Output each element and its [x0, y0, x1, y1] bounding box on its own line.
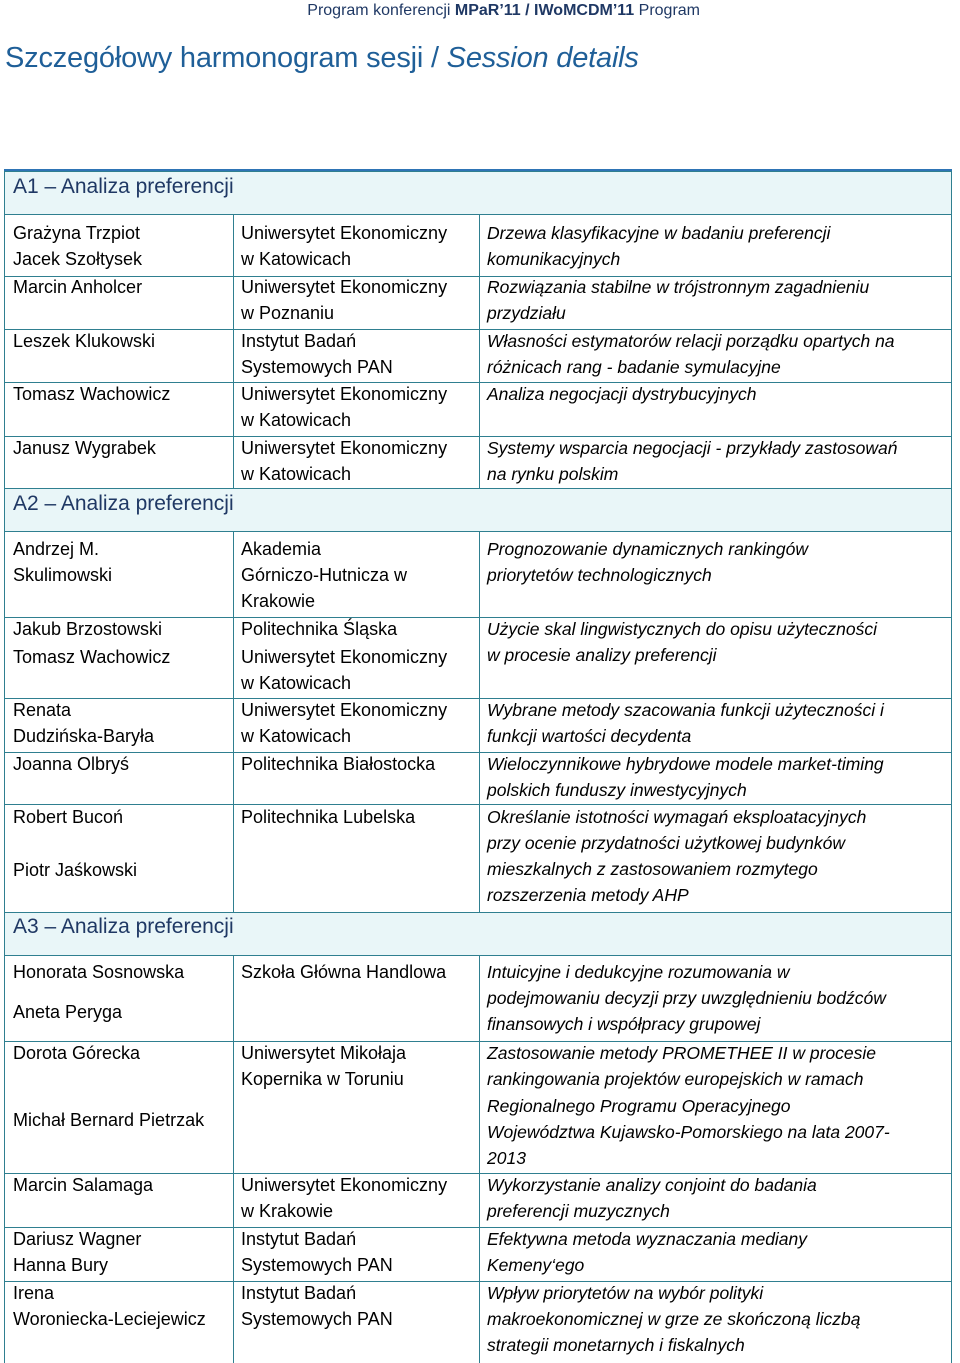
page-title: [5, 42, 639, 75]
affiliation: Systemowych PAN: [241, 1255, 393, 1275]
section-a1-title: A1 – Analiza preferencji: [13, 175, 234, 198]
author-name: Hanna Bury: [13, 1255, 109, 1275]
talk-title: Efektywna metoda wyznaczania mediany: [487, 1229, 808, 1249]
affiliation: Uniwersytet Ekonomiczny: [241, 647, 448, 667]
talk-title: na rynku polskim: [487, 464, 619, 484]
affiliation: Systemowych PAN: [241, 1309, 393, 1329]
talk-title: makroekonomicznej w grze ze skończoną liczbą: [487, 1309, 861, 1329]
author-name: Dudzińska-Baryła: [13, 726, 155, 746]
column-divider: [479, 956, 480, 1363]
author-name: Honorata Sosnowska: [13, 962, 185, 982]
author-name: Andrzej M.: [13, 539, 100, 559]
affiliation: w Krakowie: [241, 1201, 334, 1221]
author-name: Piotr Jaśkowski: [13, 860, 138, 880]
talk-title: różnicach rang - badanie symulacyjne: [487, 357, 781, 377]
table-border-right: [951, 215, 952, 488]
author-name: Marcin Salamaga: [13, 1175, 154, 1195]
affiliation: Politechnika Białostocka: [241, 754, 436, 774]
table-border-left: [4, 956, 5, 1363]
affiliation: w Katowicach: [241, 464, 352, 484]
author-name: Leszek Klukowski: [13, 331, 156, 351]
affiliation: Uniwersytet Ekonomiczny: [241, 700, 448, 720]
author-name: Grażyna Trzpiot: [13, 223, 141, 243]
talk-title: Drzewa klasyfikacyjne w badaniu preferencji: [487, 223, 831, 243]
row-divider: [4, 1281, 952, 1282]
affiliation: Akademia: [241, 539, 322, 559]
affiliation: Uniwersytet Ekonomiczny: [241, 1175, 448, 1195]
affiliation: w Katowicach: [241, 673, 352, 693]
talk-title: Analiza negocjacji dystrybucyjnych: [487, 384, 757, 404]
talk-title: przydziału: [487, 303, 566, 323]
author-name: Dariusz Wagner: [13, 1229, 142, 1249]
author-name: Tomasz Wachowicz: [13, 384, 171, 404]
affiliation: Politechnika Lubelska: [241, 807, 416, 827]
header-suffix: Program: [634, 2, 700, 19]
author-name: Tomasz Wachowicz: [13, 647, 171, 667]
author-name: Michał Bernard Pietrzak: [13, 1110, 205, 1130]
section-a3-title: A3 – Analiza preferencji: [13, 915, 234, 938]
talk-title: Wpływ priorytetów na wybór polityki: [487, 1283, 764, 1303]
affiliation: w Katowicach: [241, 410, 352, 430]
affiliation: Uniwersytet Mikołaja: [241, 1043, 407, 1063]
section-a2-title: A2 – Analiza preferencji: [13, 492, 234, 515]
talk-title: Systemy wsparcia negocjacji - przykłady zastosowań: [487, 438, 898, 458]
talk-title: funkcji wartości decydenta: [487, 726, 692, 746]
page-header: [307, 2, 700, 20]
talk-title: Prognozowanie dynamicznych rankingów: [487, 539, 809, 559]
column-divider: [479, 532, 480, 912]
affiliation: Instytut Badań: [241, 331, 357, 351]
talk-title: Intuicyjne i dedukcyjne rozumowania w: [487, 962, 790, 982]
talk-title: Województwa Kujawsko-Pomorskiego na lata 2007-: [487, 1122, 890, 1142]
column-divider: [233, 532, 234, 912]
author-name: Robert Bucoń: [13, 807, 124, 827]
affiliation: w Katowicach: [241, 726, 352, 746]
talk-title: Zastosowanie metody PROMETHEE II w procesie: [487, 1043, 877, 1063]
talk-title: polskich funduszy inwestycyjnych: [487, 780, 747, 800]
talk-title: preferencji muzycznych: [487, 1201, 670, 1221]
table-border-left: [4, 532, 5, 912]
table-border-right: [951, 956, 952, 1363]
talk-title: Wieloczynnikowe hybrydowe modele market-timing: [487, 754, 884, 774]
column-divider: [233, 215, 234, 488]
affiliation: w Poznaniu: [241, 303, 335, 323]
title-italic: Session details: [446, 42, 639, 74]
talk-title: Wybrane metody szacowania funkcji użyteczności i: [487, 700, 884, 720]
affiliation: Kopernika w Toruniu: [241, 1069, 404, 1089]
affiliation: Systemowych PAN: [241, 357, 393, 377]
author-name: Joanna Olbryś: [13, 754, 130, 774]
header-prefix: Program konferencji: [307, 2, 455, 19]
talk-title: w procesie analizy preferencji: [487, 645, 717, 665]
affiliation: Szkoła Główna Handlowa: [241, 962, 447, 982]
author-name: Marcin Anholcer: [13, 277, 143, 297]
talk-title: Wykorzystanie analizy conjoint do badania: [487, 1175, 817, 1195]
table-border-left: [4, 215, 5, 488]
affiliation: Uniwersytet Ekonomiczny: [241, 223, 448, 243]
affiliation: Instytut Badań: [241, 1283, 357, 1303]
affiliation: Uniwersytet Ekonomiczny: [241, 277, 448, 297]
talk-title: strategii monetarnych i fiskalnych: [487, 1335, 745, 1355]
table-border-right: [951, 532, 952, 912]
author-name: Dorota Górecka: [13, 1043, 141, 1063]
talk-title: mieszkalnych z zastosowaniem rozmytego: [487, 859, 818, 879]
author-name: Skulimowski: [13, 565, 113, 585]
talk-title: Rozwiązania stabilne w trójstronnym zagadnieniu: [487, 277, 870, 297]
affiliation: Instytut Badań: [241, 1229, 357, 1249]
author-name: Irena: [13, 1283, 55, 1303]
column-divider: [233, 956, 234, 1363]
talk-title: Własności estymatorów relacji porządku opartych na: [487, 331, 895, 351]
affiliation: Górniczo-Hutnicza w: [241, 565, 408, 585]
affiliation: Politechnika Śląska: [241, 619, 398, 639]
affiliation: Uniwersytet Ekonomiczny: [241, 384, 448, 404]
talk-title: Kemeny‘ego: [487, 1255, 585, 1275]
talk-title: Użycie skal lingwistycznych do opisu użyteczności: [487, 619, 878, 639]
talk-title: komunikacyjnych: [487, 249, 621, 269]
talk-title: Określanie istotności wymagań eksploatacyjnych: [487, 807, 867, 827]
column-divider: [479, 215, 480, 488]
talk-title: priorytetów technologicznych: [487, 565, 712, 585]
talk-title: rozszerzenia metody AHP: [487, 885, 689, 905]
conference-name: MPaR’11 / IWoMCDM’11: [454, 2, 635, 19]
talk-title: Regionalnego Programu Operacyjnego: [487, 1096, 791, 1116]
author-name: Janusz Wygrabek: [13, 438, 156, 458]
talk-title: podejmowaniu decyzji przy uwzględnieniu bodźców: [487, 988, 886, 1008]
author-name: Jacek Szołtysek: [13, 249, 143, 269]
talk-title: finansowych i współpracy grupowej: [487, 1014, 761, 1034]
affiliation: Uniwersytet Ekonomiczny: [241, 438, 448, 458]
talk-title: 2013: [487, 1148, 526, 1168]
author-name: Woroniecka-Leciejewicz: [13, 1309, 206, 1329]
author-name: Aneta Peryga: [13, 1002, 123, 1022]
author-name: Jakub Brzostowski: [13, 619, 163, 639]
talk-title: rankingowania projektów europejskich w ramach: [487, 1069, 864, 1089]
author-name: Renata: [13, 700, 72, 720]
affiliation: Krakowie: [241, 591, 316, 611]
title-main: Szczegółowy harmonogram sesji /: [5, 42, 447, 74]
row-divider: [4, 1227, 952, 1228]
talk-title: przy ocenie przydatności użytkowej budynków: [487, 833, 845, 853]
affiliation: w Katowicach: [241, 249, 352, 269]
